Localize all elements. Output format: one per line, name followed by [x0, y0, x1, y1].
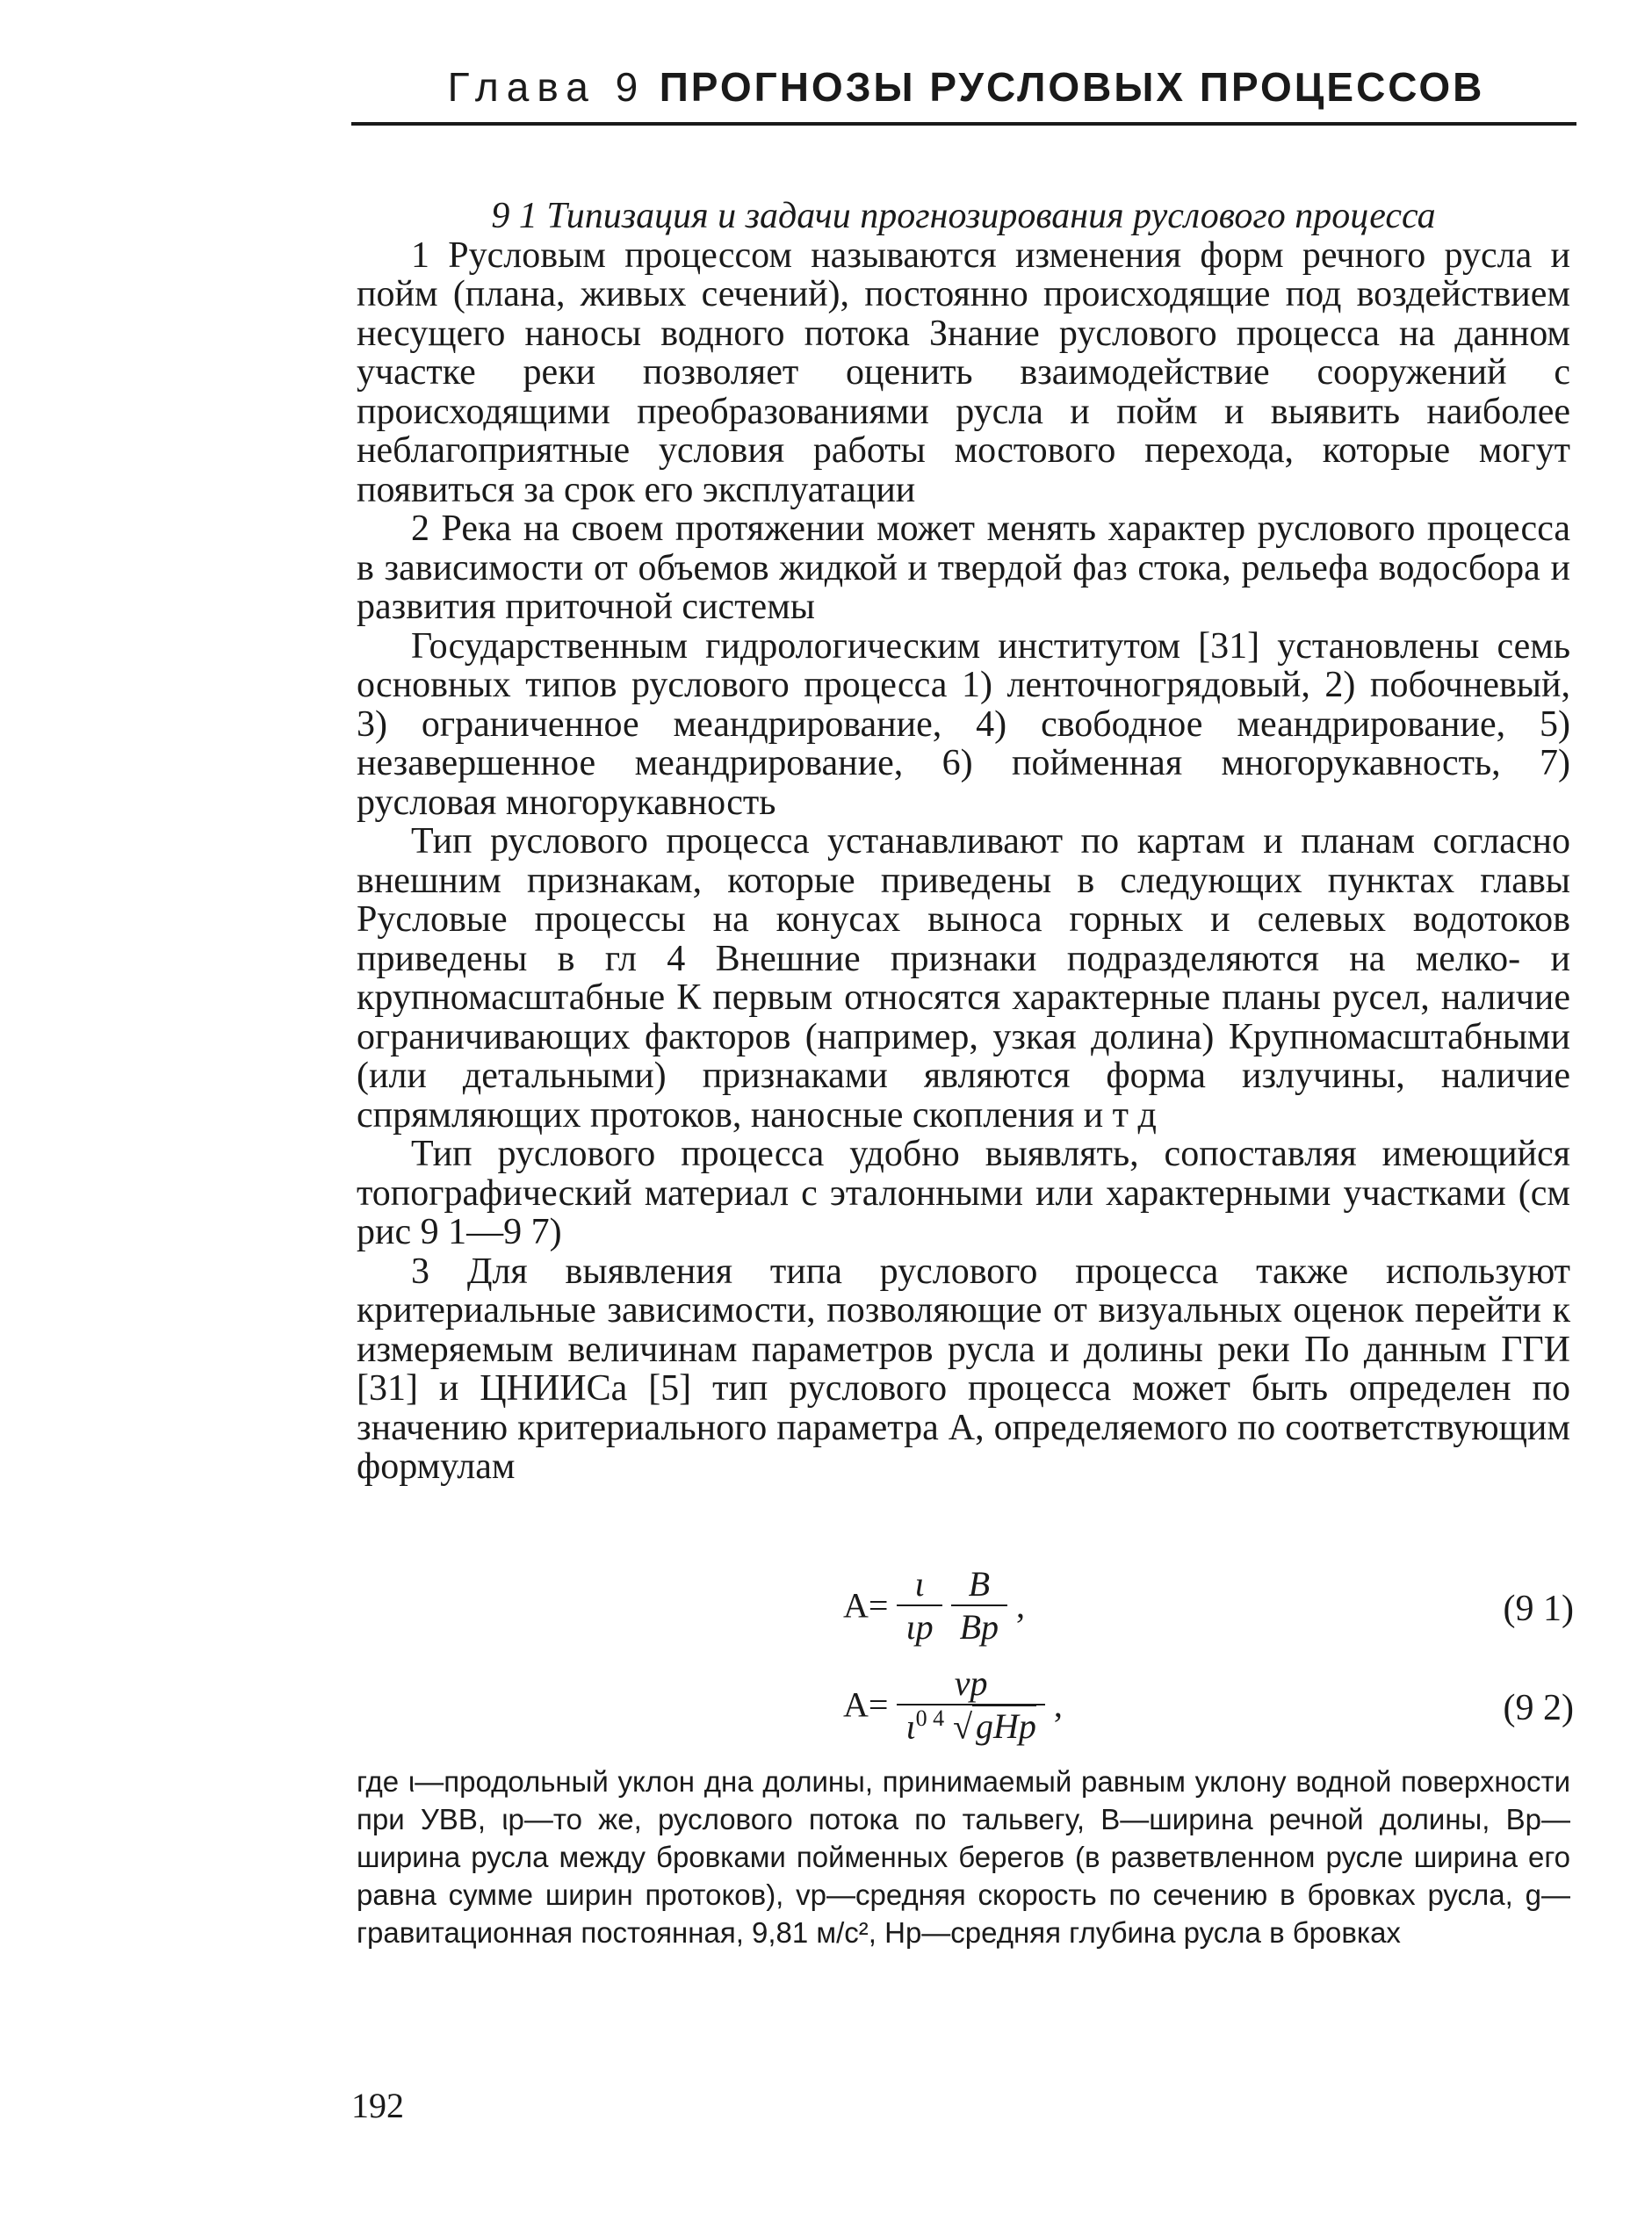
- fraction-velocity: [897, 1662, 1044, 1747]
- fraction-slope: [897, 1563, 941, 1648]
- paragraph-3: Государственным гидрологическим институтом [31] установлены семь основных типов руслового процесса 1) ленточногрядовый, 2) побочневый, 3) ограниченное меандрирование, 4) свободное меандрирование, 5) незавершенное меандрирование, 6) пойменная многорукавность, 7) русловая многорукавность: [357, 625, 1570, 823]
- chapter-header: [356, 63, 1576, 111]
- formula-9-2: [790, 1662, 1581, 1759]
- section-title: 9 1 Типизация и задачи прогнозирования руслового процесса: [491, 196, 1436, 236]
- fraction-denominator: ιр: [897, 1604, 941, 1648]
- formula-lhs: A=: [843, 1684, 889, 1725]
- variable-definitions: [357, 1763, 1570, 1951]
- paragraph-4: Тип руслового процесса устанавливают по картам и планам согласно внешним признакам, которые приведены в следующих пунктах главы Русловые процессы на конусах выноса горных и селевых водотоков приведены в гл 4 Внешние признаки подразделяются на мелко- и крупномасштабные К первым относятся характерные планы русел, наличие ограничивающих факторов (например, узкая долина) Крупномасштабными (или детальными) признаками являются форма излучины, наличие спрямляющих протоков, наносные скопления и т д: [357, 821, 1570, 1136]
- chapter-number: Глава 9: [447, 64, 646, 110]
- notes-text: где ι—продольный уклон дна долины, принимаемый равным уклону водной поверхности при УВВ, ιр—то же, руслового потока по тальвегу, B—ширина речной долины, Bр—ширина русла между бровками пойменных берегов (в разветвленном русле ширина его равна сумме ширин протоков), vр—средняя скорость по сечению в бровках русла, g—гравитационная постоянная, 9,81 м/с², Hр—средняя глубина русла в бровках: [357, 1765, 1570, 1949]
- formula-comma: ,: [1053, 1684, 1063, 1725]
- formula-comma: ,: [1016, 1585, 1026, 1626]
- main-text: [357, 197, 1570, 1487]
- formula-lhs: A=: [843, 1585, 889, 1626]
- formula-number: (9 2): [1503, 1688, 1574, 1728]
- formula-9-1: [790, 1563, 1581, 1660]
- header-rule: [351, 122, 1576, 126]
- formula-number: (9 1): [1503, 1589, 1574, 1629]
- chapter-title: ПРОГНОЗЫ РУСЛОВЫХ ПРОЦЕССОВ: [659, 64, 1485, 110]
- slope-symbol: ι: [905, 1706, 916, 1747]
- paragraph-2: 2 Река на своем протяжении может менять характер руслового процесса в зависимости от объемов жидкой и твердой фаз стока, рельефа водосбора и развития приточной системы: [357, 508, 1570, 627]
- fraction-width: [951, 1563, 1007, 1648]
- root-term: gHр: [972, 1705, 1036, 1746]
- slope-exponent: 0 4: [915, 1705, 945, 1731]
- paragraph-1: 1 Русловым процессом называются изменения форм речного русла и пойм (плана, живых сечений), постоянно происходящие под воздействием несущего наносы водного потока Знание руслового процесса на данном участке реки позволяет оценить взаимодействие сооружений с происходящими преобразованиями русла и пойм и выявить наиболее неблагоприятные условия работы мостового перехода, которые могут появиться за срок его эксплуатации: [357, 234, 1570, 510]
- paragraph-6: 3 Для выявления типа руслового процесса также используют критериальные зависимости, позволяющие от визуальных оценок перейти к измеряемым величинам параметров русла и долины реки По данным ГГИ [31] и ЦНИИСа [5] тип руслового процесса может быть определен по значению критериального параметра А, определяемого по соответствующим формулам: [357, 1251, 1570, 1487]
- fraction-numerator: B: [968, 1564, 991, 1604]
- fraction-numerator: ι: [914, 1564, 925, 1604]
- paragraph-5: Тип руслового процесса удобно выявлять, сопоставляя имеющийся топографический материал с эталонными или характерными участками (см рис 9 1—9 7): [357, 1134, 1570, 1252]
- fraction-numerator: vр: [954, 1663, 988, 1703]
- fraction-denominator: Bр: [951, 1604, 1007, 1648]
- fraction-denominator: $\iota^{0 4}$ √ gHр: [897, 1704, 1044, 1747]
- page-number: 192: [351, 2086, 404, 2125]
